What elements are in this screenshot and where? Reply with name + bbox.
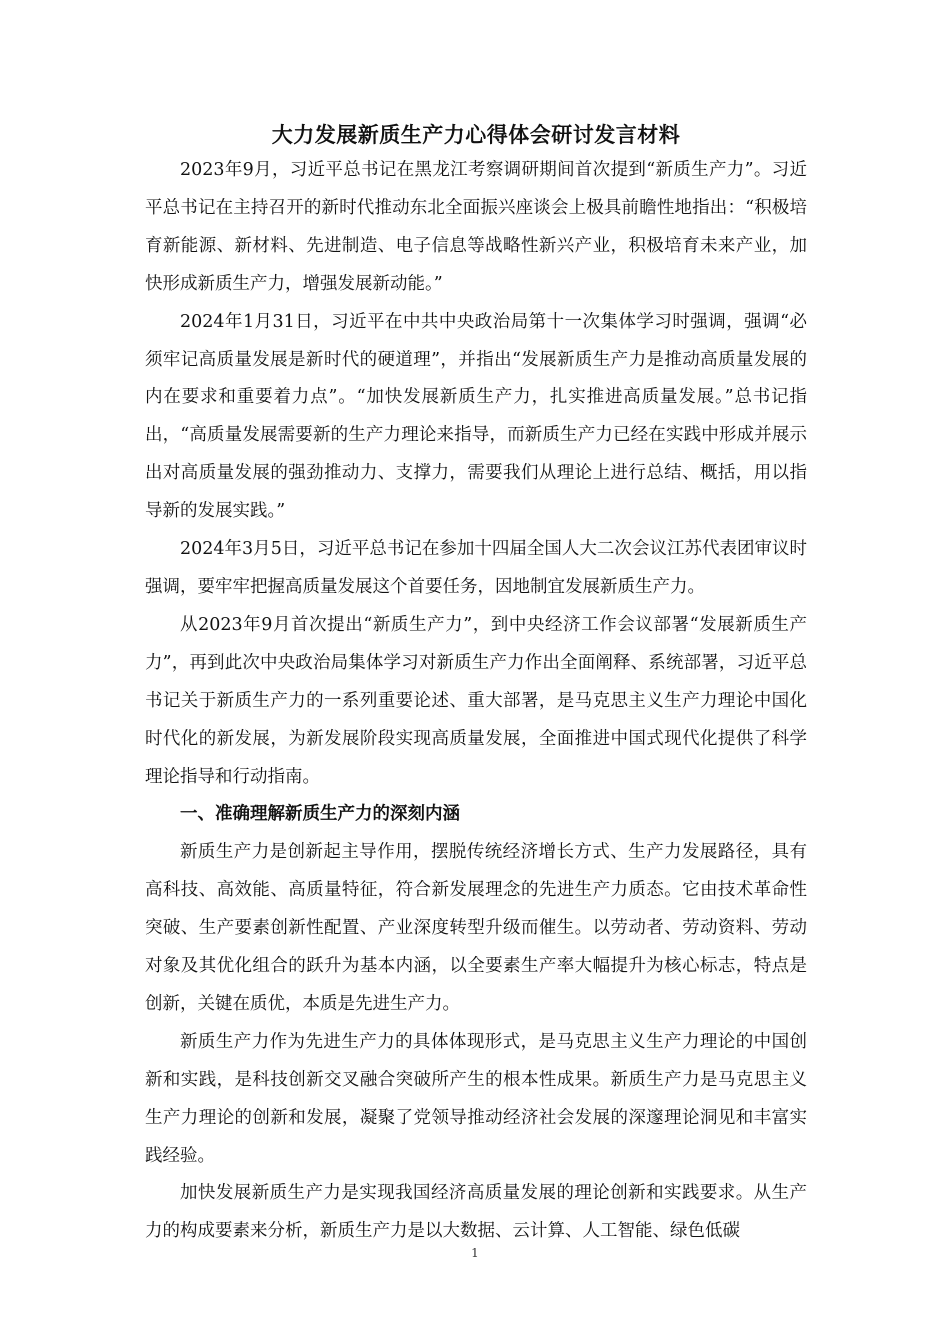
section1-paragraph-1: 新质生产力是创新起主导作用，摆脱传统经济增长方式、生产力发展路径，具有高科技、高效能、高质量特征，符合新发展理念的先进生产力质态。它由技术革命性突破、生产要素创新性配置、产业深度转型升级而催生。以劳动者、劳动资料、劳动对象及其优化组合的跃升为基本内涵，以全要素生产率大幅提升为核心标志，特点是创新，关键在质优，本质是先进生产力。 [145,842,807,1014]
paragraph-intro-3: 2024年3月5日，习近平总书记在参加十四届全国人大二次会议江苏代表团审议时强调，要牢牢把握高质量发展这个首要任务，因地制宜发展新质生产力。 [145,539,807,597]
section-heading-1: 一、准确理解新质生产力的深刻内涵 [180,804,460,825]
page-number: 1 [471,1246,479,1260]
section1-paragraph-2: 新质生产力作为先进生产力的具体体现形式，是马克思主义生产力理论的中国创新和实践，是科技创新交叉融合突破所产生的根本性成果。新质生产力是马克思主义生产力理论的创新和发展，凝聚了党领导推动经济社会发展的深邃理论洞见和丰富实践经验。 [145,1031,807,1166]
document-title: 大力发展新质生产力心得体会研讨发言材料 [271,122,681,147]
section1-paragraph-3: 加快发展新质生产力是实现我国经济高质量发展的理论创新和实践要求。从生产力的构成要素来分析，新质生产力是以大数据、云计算、人工智能、绿色低碳 [145,1183,807,1242]
paragraph-intro-4: 从2023年9月首次提出“新质生产力”，到中央经济工作会议部署“发展新质生产力”，再到此次中央政治局集体学习对新质生产力作出全面阐释、系统部署，习近平总书记关于新质生产力的一系列重要论述、重大部署，是马克思主义生产力理论中国化时代化的新发展，为新发展阶段实现高质量发展，全面推进中国式现代化提供了科学理论指导和行动指南。 [145,614,807,787]
paragraph-intro-1: 2023年9月，习近平总书记在黑龙江考察调研期间首次提到“新质生产力”。习近平总书记在主持召开的新时代推动东北全面振兴座谈会上极具前瞻性地指出：“积极培育新能源、新材料、先进制造、电子信息等战略性新兴产业，积极培育未来产业，加快形成新质生产力，增强发展新动能。” [145,160,807,294]
document-page [145,118,807,1251]
paragraph-intro-2: 2024年1月31日，习近平在中共中央政治局第十一次集体学习时强调，强调“必须牢记高质量发展是新时代的硬道理”，并指出“发展新质生产力是推动高质量发展的内在要求和重要着力点”。“加快发展新质生产力，扎实推进高质量发展。”总书记指出，“高质量发展需要新的生产力理论来指导，而新质生产力已经在实践中形成并展示出对高质量发展的强劲推动力、支撑力，需要我们从理论上进行总结、概括，用以指导新的发展实践。” [145,311,807,522]
